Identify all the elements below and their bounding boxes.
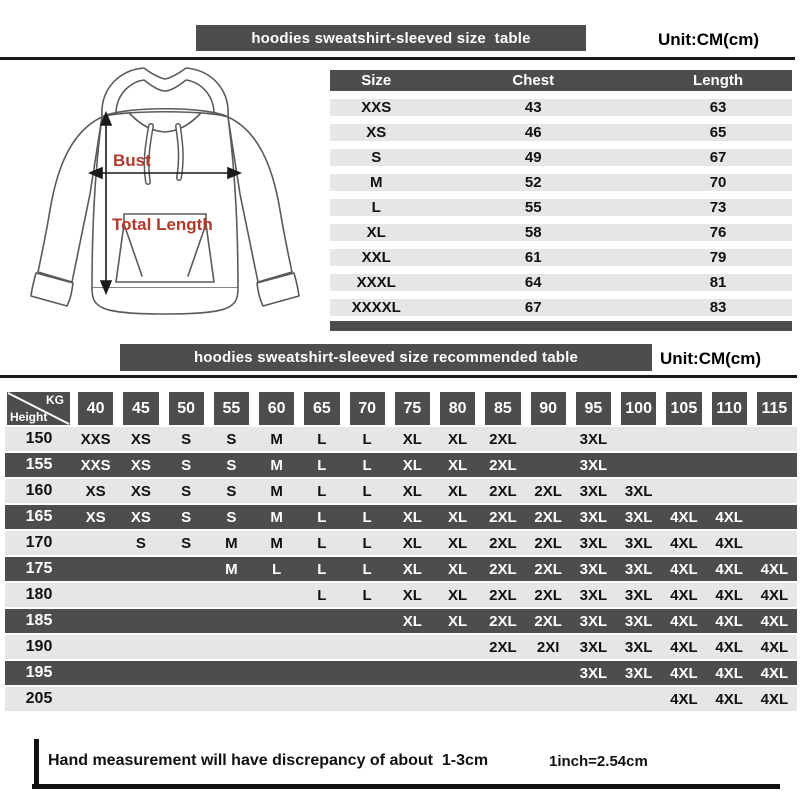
size-recommendation-cell: S bbox=[135, 534, 146, 552]
size-recommendation-cell: M bbox=[270, 430, 283, 448]
chest-cell: 58 bbox=[524, 224, 542, 241]
size-recommendation-cell: 3XL bbox=[624, 560, 653, 578]
size-cell: XXL bbox=[361, 249, 391, 266]
size-recommendation-cell: 4XL bbox=[715, 508, 743, 526]
size-recommendation-cell: L bbox=[272, 560, 282, 578]
size-cell: XS bbox=[366, 124, 387, 141]
size-table-row bbox=[330, 274, 792, 291]
size-recommendation-cell: 4XL bbox=[760, 638, 789, 656]
weight-column-header: 100 bbox=[621, 392, 656, 425]
weight-column-header: 75 bbox=[395, 392, 430, 425]
length-cell: 76 bbox=[709, 224, 727, 241]
size-recommendation-cell: 4XL bbox=[715, 534, 743, 552]
size-recommendation-cell: M bbox=[225, 534, 238, 552]
size-recommendation-cell: XL bbox=[448, 482, 468, 500]
size-table-body bbox=[330, 99, 792, 316]
size-recommendation-cell: 3XL bbox=[579, 638, 608, 656]
size-recommendation-cell: 3XL bbox=[624, 612, 653, 630]
size-recommendation-cell: 4XL bbox=[760, 664, 789, 682]
size-table-column-header: Chest bbox=[512, 72, 555, 89]
size-recommendation-cell: L bbox=[362, 534, 372, 552]
recommended-table-title: hoodies sweatshirt-sleeved size recommended table bbox=[120, 344, 652, 371]
divider-line-bottom bbox=[0, 375, 797, 378]
chest-cell: 55 bbox=[524, 199, 542, 216]
chest-cell: 67 bbox=[524, 299, 542, 316]
size-recommendation-cell: S bbox=[226, 508, 237, 526]
unit-label-bottom: Unit:CM(cm) bbox=[660, 349, 762, 368]
size-recommendation-cell: XL bbox=[402, 456, 422, 474]
size-recommendation-cell: 4XL bbox=[670, 690, 698, 708]
size-recommendation-cell: L bbox=[317, 508, 327, 526]
recommended-table-body bbox=[5, 427, 797, 711]
size-recommendation-cell: S bbox=[181, 534, 192, 552]
height-cell: 180 bbox=[25, 586, 53, 603]
weight-column-header: 50 bbox=[169, 392, 204, 425]
corner-kg-label: KG bbox=[46, 393, 64, 407]
weight-column-header: 55 bbox=[214, 392, 249, 425]
size-recommendation-cell: 2XL bbox=[534, 482, 562, 500]
size-recommendation-cell: XL bbox=[448, 456, 468, 474]
recommended-table-row bbox=[5, 479, 797, 503]
bust-label: Bust bbox=[113, 151, 151, 170]
chest-cell: 64 bbox=[524, 274, 542, 291]
height-cell: 175 bbox=[25, 560, 53, 577]
size-recommendation-cell: 2XL bbox=[489, 534, 517, 552]
recommended-table-row bbox=[5, 635, 797, 659]
length-cell: 63 bbox=[709, 99, 727, 116]
size-table-row bbox=[330, 99, 792, 116]
size-cell: XL bbox=[366, 224, 386, 241]
size-recommendation-cell: 3XL bbox=[579, 664, 608, 682]
size-recommendation-cell: M bbox=[225, 560, 238, 578]
size-cell: L bbox=[371, 199, 381, 216]
size-recommendation-cell: 2XI bbox=[536, 638, 560, 656]
size-table-row bbox=[330, 299, 792, 316]
size-recommendation-cell: M bbox=[270, 534, 283, 552]
hoodie-measurement-diagram bbox=[10, 60, 320, 340]
length-cell: 79 bbox=[709, 249, 727, 266]
size-recommendation-cell: XS bbox=[130, 430, 151, 448]
weight-column-header: 110 bbox=[712, 392, 747, 425]
size-recommendation-cell: L bbox=[317, 430, 327, 448]
size-recommendation-cell: 3XL bbox=[624, 586, 653, 604]
size-recommendation-cell: 3XL bbox=[579, 560, 608, 578]
size-recommendation-cell: 4XL bbox=[715, 638, 743, 656]
size-recommendation-cell: L bbox=[317, 534, 327, 552]
size-recommendation-cell: S bbox=[226, 482, 237, 500]
height-cell: 165 bbox=[25, 508, 53, 525]
size-recommendation-cell: S bbox=[226, 456, 237, 474]
size-recommendation-cell: 2XL bbox=[489, 430, 517, 448]
size-recommendation-cell: 4XL bbox=[670, 638, 698, 656]
length-cell: 65 bbox=[709, 124, 727, 141]
size-recommendation-cell: XS bbox=[130, 456, 151, 474]
size-recommendation-cell: 2XL bbox=[489, 638, 517, 656]
size-recommendation-cell: 2XL bbox=[489, 560, 517, 578]
weight-column-header: 45 bbox=[123, 392, 158, 425]
weight-column-header: 70 bbox=[350, 392, 385, 425]
recommended-table-row bbox=[5, 609, 797, 633]
size-recommendation-cell: XL bbox=[402, 508, 422, 526]
inch-conversion-note: 1inch=2.54cm bbox=[549, 753, 648, 770]
size-recommendation-cell: XXS bbox=[80, 456, 111, 474]
size-recommendation-cell: 4XL bbox=[715, 612, 743, 630]
size-recommendation-cell: XL bbox=[448, 586, 468, 604]
weight-column-header: 65 bbox=[304, 392, 339, 425]
size-recommendation-cell: M bbox=[270, 456, 283, 474]
size-recommendation-cell: 2XL bbox=[534, 560, 562, 578]
size-recommendation-cell: 4XL bbox=[715, 560, 743, 578]
size-recommendation-cell: L bbox=[317, 586, 327, 604]
chest-cell: 61 bbox=[524, 249, 542, 266]
size-recommendation-cell: L bbox=[317, 482, 327, 500]
recommended-table-row bbox=[5, 427, 797, 451]
size-recommendation-cell: 4XL bbox=[670, 534, 698, 552]
size-recommendation-cell: 3XL bbox=[579, 430, 608, 448]
size-recommendation-cell: L bbox=[362, 586, 372, 604]
size-recommendation-cell: 2XL bbox=[534, 586, 562, 604]
size-recommendation-cell: XXS bbox=[80, 430, 111, 448]
length-cell: 83 bbox=[709, 299, 727, 316]
size-recommendation-cell: L bbox=[362, 508, 372, 526]
weight-column-header: 85 bbox=[485, 392, 520, 425]
height-cell: 155 bbox=[25, 456, 53, 473]
size-recommendation-cell: 3XL bbox=[579, 456, 608, 474]
size-recommendation-cell: 4XL bbox=[715, 586, 743, 604]
size-recommendation-cell: XL bbox=[402, 430, 422, 448]
size-recommendation-cell: 4XL bbox=[670, 560, 698, 578]
height-cell: 185 bbox=[25, 612, 53, 629]
recommended-table-row bbox=[5, 557, 797, 581]
size-recommendation-cell: XS bbox=[130, 482, 151, 500]
size-recommendation-cell: 4XL bbox=[670, 612, 698, 630]
size-recommendation-cell: XL bbox=[402, 612, 422, 630]
size-recommendation-cell: S bbox=[181, 482, 192, 500]
size-recommendation-cell: 4XL bbox=[760, 586, 789, 604]
measurement-note: Hand measurement will have discrepancy of about 1-3cm bbox=[48, 752, 489, 769]
recommended-table-row bbox=[5, 453, 797, 477]
size-cell: M bbox=[369, 174, 383, 191]
total-length-label: Total Length bbox=[112, 215, 213, 234]
size-recommendation-cell: 2XL bbox=[489, 612, 517, 630]
size-recommendation-cell: L bbox=[362, 456, 372, 474]
weight-column-header: 40 bbox=[78, 392, 113, 425]
size-recommendation-cell: 4XL bbox=[670, 508, 698, 526]
length-cell: 70 bbox=[709, 174, 727, 191]
size-cell: XXXL bbox=[356, 274, 396, 291]
hem-band bbox=[92, 288, 238, 314]
chest-cell: 46 bbox=[524, 124, 542, 141]
size-recommendation-cell: 2XL bbox=[534, 534, 562, 552]
weight-column-header: 105 bbox=[666, 392, 701, 425]
size-recommendation-cell: L bbox=[362, 430, 372, 448]
height-cell: 205 bbox=[25, 690, 53, 707]
chest-cell: 43 bbox=[524, 99, 542, 116]
size-recommendation-cell: XL bbox=[448, 560, 468, 578]
size-table-column-header: Length bbox=[693, 72, 744, 89]
size-recommendation-cell: XS bbox=[85, 508, 106, 526]
recommended-table bbox=[5, 392, 797, 711]
size-recommendation-cell: 3XL bbox=[579, 482, 608, 500]
weight-column-header: 115 bbox=[757, 392, 792, 425]
height-cell: 150 bbox=[25, 430, 53, 447]
recommended-table-row bbox=[5, 661, 797, 685]
size-table-title: hoodies sweatshirt-sleeved size table bbox=[196, 25, 586, 51]
size-recommendation-cell: XL bbox=[402, 586, 422, 604]
size-recommendation-cell: XL bbox=[402, 560, 422, 578]
weight-column-header: 60 bbox=[259, 392, 294, 425]
recommended-table-row bbox=[5, 583, 797, 607]
weight-column-header: 80 bbox=[440, 392, 475, 425]
length-cell: 81 bbox=[709, 274, 727, 291]
size-recommendation-cell: 3XL bbox=[579, 534, 608, 552]
size-recommendation-cell: 3XL bbox=[624, 664, 653, 682]
size-recommendation-cell: 3XL bbox=[579, 612, 608, 630]
size-recommendation-cell: S bbox=[181, 456, 192, 474]
size-recommendation-cell: 4XL bbox=[715, 664, 743, 682]
size-recommendation-cell: 4XL bbox=[670, 586, 698, 604]
weight-column-header: 90 bbox=[531, 392, 566, 425]
footer-bottom-bar bbox=[32, 784, 780, 789]
size-recommendation-cell: S bbox=[181, 430, 192, 448]
size-recommendation-cell: 4XL bbox=[760, 560, 789, 578]
size-recommendation-cell: XL bbox=[448, 534, 468, 552]
size-recommendation-cell: 2XL bbox=[489, 508, 517, 526]
height-cell: 195 bbox=[25, 664, 53, 681]
recommended-table-row bbox=[5, 687, 797, 711]
size-table-row bbox=[330, 199, 792, 216]
size-recommendation-cell: 4XL bbox=[715, 690, 743, 708]
recommended-table-row bbox=[5, 531, 797, 555]
size-recommendation-cell: XL bbox=[448, 612, 468, 630]
size-table-row bbox=[330, 149, 792, 166]
hood bbox=[102, 68, 228, 117]
size-recommendation-cell: XL bbox=[402, 534, 422, 552]
size-table-row bbox=[330, 249, 792, 266]
size-recommendation-cell: XL bbox=[448, 508, 468, 526]
size-recommendation-cell: 4XL bbox=[760, 612, 789, 630]
height-cell: 160 bbox=[25, 482, 53, 499]
weight-column-header: 95 bbox=[576, 392, 611, 425]
footer-left-bar bbox=[34, 739, 39, 788]
size-recommendation-cell: 3XL bbox=[624, 508, 653, 526]
size-recommendation-cell: 4XL bbox=[670, 664, 698, 682]
chest-cell: 52 bbox=[524, 174, 542, 191]
length-cell: 73 bbox=[709, 199, 727, 216]
size-recommendation-cell: XL bbox=[402, 482, 422, 500]
corner-cell-height-kg bbox=[7, 392, 70, 425]
size-recommendation-cell: 4XL bbox=[760, 690, 789, 708]
size-recommendation-cell: 3XL bbox=[624, 482, 653, 500]
size-recommendation-cell: M bbox=[270, 508, 283, 526]
size-recommendation-cell: XL bbox=[448, 430, 468, 448]
size-cell: XXS bbox=[361, 99, 392, 116]
size-recommendation-cell: M bbox=[270, 482, 283, 500]
length-cell: 67 bbox=[709, 149, 727, 166]
size-recommendation-cell: 2XL bbox=[534, 612, 562, 630]
size-table-row bbox=[330, 224, 792, 241]
size-recommendation-cell: 2XL bbox=[534, 508, 562, 526]
size-recommendation-cell: XS bbox=[130, 508, 151, 526]
size-recommendation-cell: 2XL bbox=[489, 456, 517, 474]
size-recommendation-cell: 3XL bbox=[624, 638, 653, 656]
size-table-row bbox=[330, 174, 792, 191]
size-table-bottom-bar bbox=[330, 321, 792, 331]
size-table-row bbox=[330, 124, 792, 141]
size-recommendation-cell: S bbox=[181, 508, 192, 526]
size-recommendation-cell: S bbox=[226, 430, 237, 448]
recommended-table-header-row bbox=[5, 392, 797, 425]
hoodie-body bbox=[92, 112, 238, 288]
size-recommendation-cell: XS bbox=[85, 482, 106, 500]
size-recommendation-cell: 3XL bbox=[579, 586, 608, 604]
size-recommendation-cell: L bbox=[317, 456, 327, 474]
size-recommendation-cell: 2XL bbox=[489, 482, 517, 500]
height-cell: 190 bbox=[25, 638, 53, 655]
size-table-column-header: Size bbox=[361, 72, 392, 89]
corner-height-label: Height bbox=[10, 410, 48, 424]
size-table bbox=[330, 70, 792, 331]
size-recommendation-cell: 3XL bbox=[624, 534, 653, 552]
chest-cell: 49 bbox=[524, 149, 542, 166]
unit-label-top: Unit:CM(cm) bbox=[658, 30, 760, 49]
size-recommendation-cell: L bbox=[362, 482, 372, 500]
size-recommendation-cell: L bbox=[317, 560, 327, 578]
size-cell: S bbox=[371, 149, 382, 166]
size-cell: XXXXL bbox=[351, 299, 401, 316]
height-cell: 170 bbox=[25, 534, 53, 551]
size-recommendation-cell: 3XL bbox=[579, 508, 608, 526]
size-recommendation-cell: 2XL bbox=[489, 586, 517, 604]
recommended-table-row bbox=[5, 505, 797, 529]
size-table-header-row bbox=[330, 70, 792, 91]
size-recommendation-cell: L bbox=[362, 560, 372, 578]
